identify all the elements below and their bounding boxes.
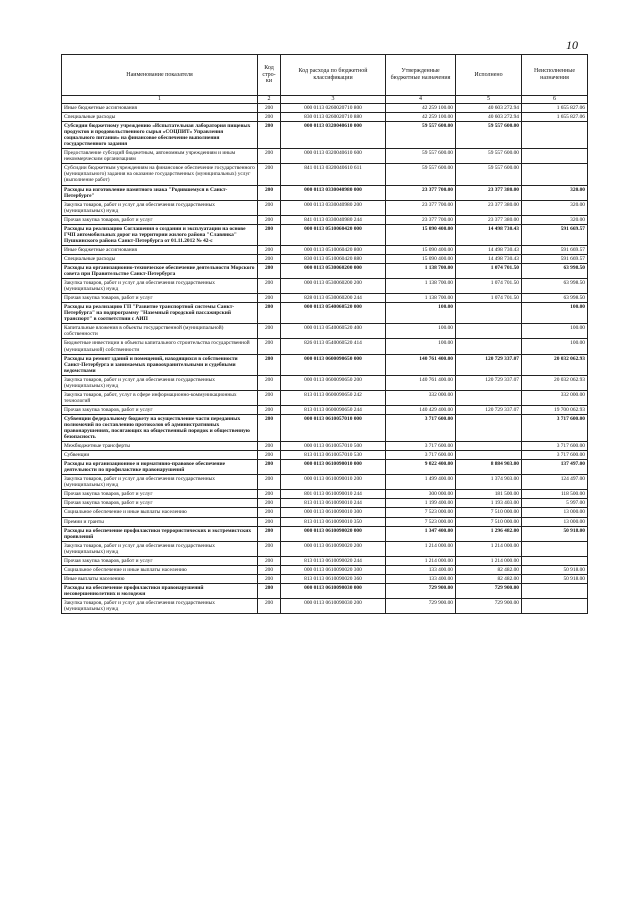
unexecuted-amount-cell: 1 655 827.06 [522,113,588,122]
approved-amount-cell: 100.00 [386,324,456,339]
executed-amount-cell: 181 500.00 [456,490,522,499]
indicator-name-cell: Субсидии бюджетным учреждениям на финансовое обеспечение государственного (муниципального) задания на оказание государственных (муниципальных) услуг (выполнение работ) [62,164,258,185]
approved-amount-cell: 1 138 700.00 [386,279,456,294]
budget-execution-table [61,54,588,614]
unexecuted-amount-cell: 118 500.00 [522,490,588,499]
budget-code-cell: 813 0113 0610090020 244 [281,556,386,565]
approved-amount-cell: 1 347 400.00 [386,526,456,541]
table-row [62,526,588,541]
approved-amount-cell: 42 259 100.00 [386,104,456,113]
table-row [62,574,588,583]
approved-amount-cell: 3 717 600.00 [386,414,456,441]
line-code-cell: 200 [258,224,281,245]
indicator-name-cell: Прочая закупка товаров, работ и услуг [62,405,258,414]
column-number: 2 [258,96,281,104]
indicator-name-cell: Закупка товаров, работ и услуг для обеспечения государственных (муниципальных) нужд [62,541,258,556]
executed-amount-cell [456,324,522,339]
executed-amount-cell [456,442,522,451]
line-code-cell: 200 [258,215,281,224]
unexecuted-amount-cell: 100.00 [522,339,588,354]
line-code-cell: 200 [258,263,281,278]
unexecuted-amount-cell: 50 918.00 [522,526,588,541]
line-code-cell: 200 [258,565,281,574]
budget-code-cell: 000 0113 0600090650 000 [281,354,386,375]
executed-amount-cell: 14 498 730.43 [456,245,522,254]
header-executed: Исполнено [456,55,522,96]
unexecuted-amount-cell: 320.00 [522,200,588,215]
executed-amount-cell: 1 214 000.00 [456,541,522,556]
budget-code-cell: 830 0113 0260020710 880 [281,113,386,122]
budget-code-cell: 000 0113 0610090030 000 [281,583,386,598]
unexecuted-amount-cell: 320.00 [522,185,588,200]
approved-amount-cell: 133 400.00 [386,565,456,574]
approved-amount-cell: 100.00 [386,303,456,324]
executed-amount-cell: 40 603 272.94 [456,104,522,113]
budget-code-cell: 841 0113 0330040980 244 [281,215,386,224]
budget-code-cell: 000 0113 0610090010 300 [281,508,386,517]
indicator-name-cell: Прочая закупка товаров, работ и услуг [62,499,258,508]
executed-amount-cell [456,390,522,405]
executed-amount-cell: 1 193 403.00 [456,499,522,508]
budget-code-cell: 000 0113 0610090020 200 [281,541,386,556]
budget-code-cell: 813 0113 0610057010 530 [281,451,386,460]
table-header-row [62,55,588,96]
executed-amount-cell: 23 377 380.00 [456,200,522,215]
executed-amount-cell: 23 377 380.00 [456,215,522,224]
budget-code-cell: 813 0113 0600090650 244 [281,405,386,414]
budget-code-cell: 813 0113 0610090010 350 [281,517,386,526]
budget-code-cell: 000 0113 0510060420 800 [281,245,386,254]
executed-amount-cell: 1 074 701.50 [456,263,522,278]
budget-code-cell: 000 0113 0610090010 200 [281,475,386,490]
line-code-cell: 200 [258,113,281,122]
budget-code-cell: 000 0113 0610090020 300 [281,565,386,574]
indicator-name-cell: Социальное обеспечение и иные выплаты населению [62,508,258,517]
column-number-row [62,96,588,104]
unexecuted-amount-cell [522,541,588,556]
budget-code-cell: 000 0113 0610057010 000 [281,414,386,441]
approved-amount-cell: 1 214 000.00 [386,556,456,565]
executed-amount-cell [456,339,522,354]
indicator-name-cell: Иные бюджетные ассигнования [62,104,258,113]
unexecuted-amount-cell [522,583,588,598]
line-code-cell: 200 [258,414,281,441]
approved-amount-cell: 729 900.00 [386,583,456,598]
indicator-name-cell: Закупка товаров, работ, услуг в сфере информационно-коммуникационных технологий [62,390,258,405]
executed-amount-cell: 1 074 701.50 [456,279,522,294]
table-row [62,303,588,324]
unexecuted-amount-cell: 50 918.00 [522,574,588,583]
table-row [62,164,588,185]
line-code-cell: 200 [258,294,281,303]
executed-amount-cell [456,414,522,441]
line-code-cell: 200 [258,375,281,390]
line-code-cell: 200 [258,390,281,405]
approved-amount-cell: 15 090 400.00 [386,254,456,263]
budget-code-cell: 000 0113 0260020710 800 [281,104,386,113]
executed-amount-cell: 82 482.00 [456,565,522,574]
approved-amount-cell: 59 557 600.00 [386,164,456,185]
table-row [62,122,588,149]
executed-amount-cell: 120 729 337.07 [456,354,522,375]
indicator-name-cell: Бюджетные инвестиции в объекты капитального строительства государственной (муниципальной) собственности [62,339,258,354]
unexecuted-amount-cell: 63 998.50 [522,294,588,303]
indicator-name-cell: Субвенции [62,451,258,460]
line-code-cell: 200 [258,460,281,475]
indicator-name-cell: Иные выплаты населению [62,574,258,583]
budget-code-cell: 000 0113 0320040610 600 [281,149,386,164]
table-row [62,414,588,441]
table-row [62,354,588,375]
indicator-name-cell: Расходы на ремонт зданий и помещений, находящихся в собственности Санкт-Петербурга и занимаемых правоохранительными и судебными ведомствами [62,354,258,375]
line-code-cell: 200 [258,541,281,556]
indicator-name-cell: Расходы на организационное и нормативно-правовое обеспечение деятельности по профилактике правонарушений [62,460,258,475]
table-row [62,565,588,574]
header-unexecuted: Неисполненные назначения [522,55,588,96]
table-row [62,113,588,122]
budget-code-cell: 000 0113 0540060520 400 [281,324,386,339]
indicator-name-cell: Расходы на реализацию ГП "Развитие транспортной системы Санкт-Петербурга" на подпрограмму "Наземный городской пассажирский транспорт" в соответствии с АИП [62,303,258,324]
unexecuted-amount-cell: 63 998.50 [522,263,588,278]
table-row [62,263,588,278]
unexecuted-amount-cell: 19 700 062.93 [522,405,588,414]
indicator-name-cell: Прочая закупка товаров, работ и услуг [62,294,258,303]
unexecuted-amount-cell: 5 997.00 [522,499,588,508]
unexecuted-amount-cell: 3 717 600.00 [522,414,588,441]
budget-code-cell: 813 0113 0610090020 360 [281,574,386,583]
column-number: 4 [386,96,456,104]
line-code-cell: 200 [258,599,281,614]
indicator-name-cell: Закупка товаров, работ и услуг для обеспечения государственных (муниципальных) нужд [62,475,258,490]
executed-amount-cell: 7 510 000.00 [456,517,522,526]
indicator-name-cell: Расходы на обеспечение профилактики правонарушений несовершеннолетних и молодежи [62,583,258,598]
budget-code-cell: 000 0113 0600090650 200 [281,375,386,390]
header-line-code: Код стро-ки [258,55,281,96]
table-row [62,556,588,565]
approved-amount-cell: 15 090 400.00 [386,224,456,245]
budget-code-cell: 000 0113 0610090030 200 [281,599,386,614]
approved-amount-cell: 15 090 400.00 [386,245,456,254]
indicator-name-cell: Специальные расходы [62,254,258,263]
approved-amount-cell: 59 557 600.00 [386,149,456,164]
table-row [62,508,588,517]
unexecuted-amount-cell: 13 000.00 [522,508,588,517]
unexecuted-amount-cell: 100.00 [522,303,588,324]
table-row [62,405,588,414]
approved-amount-cell: 9 022 400.00 [386,460,456,475]
unexecuted-amount-cell: 100.00 [522,324,588,339]
approved-amount-cell: 42 259 100.00 [386,113,456,122]
table-row [62,215,588,224]
unexecuted-amount-cell: 3 717 600.00 [522,451,588,460]
line-code-cell: 200 [258,279,281,294]
unexecuted-amount-cell: 63 998.50 [522,279,588,294]
unexecuted-amount-cell: 591 669.57 [522,245,588,254]
approved-amount-cell: 1 138 700.00 [386,294,456,303]
line-code-cell: 200 [258,451,281,460]
executed-amount-cell: 40 603 272.94 [456,113,522,122]
unexecuted-amount-cell: 20 032 062.93 [522,375,588,390]
indicator-name-cell: Расходы на обеспечение профилактики террористических и экстремистских проявлений [62,526,258,541]
indicator-name-cell: Капитальные вложения в объекты государственной (муниципальной) собственности [62,324,258,339]
executed-amount-cell: 23 377 380.00 [456,185,522,200]
approved-amount-cell: 3 717 600.00 [386,442,456,451]
table-row [62,442,588,451]
indicator-name-cell: Закупка товаров, работ и услуг для обеспечения государственных (муниципальных) нужд [62,200,258,215]
unexecuted-amount-cell [522,122,588,149]
line-code-cell: 200 [258,490,281,499]
indicator-name-cell: Закупка товаров, работ и услуг для обеспечения государственных (муниципальных) нужд [62,375,258,390]
approved-amount-cell: 1 138 700.00 [386,263,456,278]
approved-amount-cell: 7 523 000.00 [386,508,456,517]
executed-amount-cell: 8 884 903.00 [456,460,522,475]
indicator-name-cell: Межбюджетные трансферты [62,442,258,451]
unexecuted-amount-cell: 137 497.00 [522,460,588,475]
line-code-cell: 200 [258,122,281,149]
table-row [62,583,588,598]
executed-amount-cell: 729 900.00 [456,599,522,614]
table-row [62,104,588,113]
executed-amount-cell: 1 374 903.00 [456,475,522,490]
line-code-cell: 200 [258,517,281,526]
unexecuted-amount-cell [522,149,588,164]
executed-amount-cell: 59 557 600.00 [456,122,522,149]
indicator-name-cell: Расходы на организационно-техническое обеспечение деятельности Морского совета при Правительстве Санкт-Петербурга [62,263,258,278]
indicator-name-cell: Иные бюджетные ассигнования [62,245,258,254]
approved-amount-cell: 140 761 400.00 [386,354,456,375]
table-row [62,375,588,390]
budget-code-cell: 000 0113 0530060200 200 [281,279,386,294]
approved-amount-cell: 23 377 700.00 [386,200,456,215]
table-row [62,390,588,405]
unexecuted-amount-cell: 332 000.00 [522,390,588,405]
indicator-name-cell: Прочая закупка товаров, работ и услуг [62,490,258,499]
unexecuted-amount-cell [522,556,588,565]
approved-amount-cell: 729 900.00 [386,599,456,614]
line-code-cell: 200 [258,303,281,324]
line-code-cell: 200 [258,245,281,254]
approved-amount-cell: 140 429 400.00 [386,405,456,414]
column-number: 5 [456,96,522,104]
table-body [62,104,588,614]
line-code-cell: 200 [258,442,281,451]
unexecuted-amount-cell: 1 655 827.06 [522,104,588,113]
unexecuted-amount-cell: 20 032 062.93 [522,354,588,375]
unexecuted-amount-cell [522,599,588,614]
approved-amount-cell: 7 523 000.00 [386,517,456,526]
unexecuted-amount-cell: 320.00 [522,215,588,224]
executed-amount-cell: 59 557 600.00 [456,149,522,164]
table-row [62,149,588,164]
budget-code-cell: 813 0113 0610090010 244 [281,499,386,508]
indicator-name-cell: Субсидии бюджетному учреждению «Испытательная лаборатория пищевых продуктов и продовольственного сырья «СОЦПИТ» Управления социального питания» на финансовое обеспечение выполнения государственного задания [62,122,258,149]
budget-code-cell: 813 0113 0600090650 242 [281,390,386,405]
executed-amount-cell: 7 510 000.00 [456,508,522,517]
table-row [62,279,588,294]
unexecuted-amount-cell: 591 669.57 [522,254,588,263]
approved-amount-cell: 3 717 600.00 [386,451,456,460]
line-code-cell: 200 [258,324,281,339]
indicator-name-cell: Предоставление субсидий бюджетным, автономным учреждениям и иным некоммерческим организациям [62,149,258,164]
indicator-name-cell: Прочая закупка товаров, работ и услуг [62,215,258,224]
unexecuted-amount-cell: 124 497.00 [522,475,588,490]
line-code-cell: 200 [258,149,281,164]
table-row [62,499,588,508]
table-row [62,294,588,303]
budget-code-cell: 828 0113 0530060200 244 [281,294,386,303]
approved-amount-cell: 59 557 600.00 [386,122,456,149]
table-row [62,541,588,556]
header-budget-code: Код расхода по бюджетной классификации [281,55,386,96]
line-code-cell: 200 [258,200,281,215]
line-code-cell: 200 [258,499,281,508]
approved-amount-cell: 300 000.00 [386,490,456,499]
approved-amount-cell: 332 000.00 [386,390,456,405]
approved-amount-cell: 1 499 400.00 [386,475,456,490]
line-code-cell: 200 [258,475,281,490]
budget-code-cell: 841 0113 0320040610 611 [281,164,386,185]
table-row [62,185,588,200]
budget-code-cell: 000 0113 0530060200 000 [281,263,386,278]
unexecuted-amount-cell: 50 918.00 [522,565,588,574]
table-row [62,490,588,499]
line-code-cell: 200 [258,354,281,375]
executed-amount-cell: 14 498 730.43 [456,224,522,245]
executed-amount-cell: 1 074 701.50 [456,294,522,303]
line-code-cell: 200 [258,556,281,565]
budget-code-cell: 000 0113 0610090020 000 [281,526,386,541]
line-code-cell: 200 [258,339,281,354]
header-approved: Утвержденные бюджетные назначения [386,55,456,96]
indicator-name-cell: Расходы на реализацию Соглашения о создании и эксплуатации на основе ГЧП автомобильных дорог на территории жилого района "Славянка" Пушкинского района Санкт-Петербурга от 01.11.2012 № 42-с [62,224,258,245]
budget-code-cell: 000 0113 0540060520 000 [281,303,386,324]
table-row [62,324,588,339]
page-number: 10 [566,38,578,52]
indicator-name-cell: Социальное обеспечение и иные выплаты населению [62,565,258,574]
line-code-cell: 200 [258,164,281,185]
budget-code-cell: 826 0113 0540060520 414 [281,339,386,354]
line-code-cell: 200 [258,185,281,200]
table-row [62,339,588,354]
table-row [62,475,588,490]
table-row [62,451,588,460]
unexecuted-amount-cell [522,164,588,185]
table-row [62,599,588,614]
executed-amount-cell: 14 498 730.43 [456,254,522,263]
executed-amount-cell [456,303,522,324]
header-indicator-name: Наименование показателя [62,55,258,96]
executed-amount-cell: 729 900.00 [456,583,522,598]
approved-amount-cell: 133 400.00 [386,574,456,583]
budget-code-cell: 000 0113 0330040980 200 [281,200,386,215]
unexecuted-amount-cell: 13 000.00 [522,517,588,526]
line-code-cell: 200 [258,526,281,541]
line-code-cell: 200 [258,104,281,113]
indicator-name-cell: Прочая закупка товаров, работ и услуг [62,556,258,565]
executed-amount-cell: 120 729 337.07 [456,375,522,390]
table-row [62,254,588,263]
indicator-name-cell: Премии и гранты [62,517,258,526]
executed-amount-cell: 59 557 600.00 [456,164,522,185]
budget-code-cell: 830 0113 0510060420 880 [281,254,386,263]
approved-amount-cell: 23 377 700.00 [386,215,456,224]
budget-code-cell: 000 0113 0610090010 000 [281,460,386,475]
approved-amount-cell: 140 761 400.00 [386,375,456,390]
budget-code-cell: 801 0113 0610090010 244 [281,490,386,499]
approved-amount-cell: 1 214 000.00 [386,541,456,556]
table-row [62,245,588,254]
line-code-cell: 200 [258,508,281,517]
line-code-cell: 200 [258,254,281,263]
approved-amount-cell: 23 377 700.00 [386,185,456,200]
executed-amount-cell: 1 296 482.00 [456,526,522,541]
line-code-cell: 200 [258,405,281,414]
column-number: 1 [62,96,258,104]
approved-amount-cell: 100.00 [386,339,456,354]
unexecuted-amount-cell: 591 669.57 [522,224,588,245]
approved-amount-cell: 1 199 400.00 [386,499,456,508]
table-row [62,224,588,245]
budget-code-cell: 000 0113 0510060420 000 [281,224,386,245]
unexecuted-amount-cell: 3 717 600.00 [522,442,588,451]
table-row [62,517,588,526]
indicator-name-cell: Субвенции федеральному бюджету на осуществление части переданных полномочий по составлению протоколов об административных правонарушениях, посягающих на общественный порядок и общественную безопасность [62,414,258,441]
executed-amount-cell: 120 729 337.07 [456,405,522,414]
budget-code-cell: 000 0113 0610057010 500 [281,442,386,451]
executed-amount-cell: 1 214 000.00 [456,556,522,565]
indicator-name-cell: Расходы на изготовление памятного знака "Родившемуся в Санкт-Петербурге" [62,185,258,200]
indicator-name-cell: Закупка товаров, работ и услуг для обеспечения государственных (муниципальных) нужд [62,599,258,614]
line-code-cell: 200 [258,574,281,583]
table-row [62,460,588,475]
budget-code-cell: 000 0113 0330040980 000 [281,185,386,200]
table-row [62,200,588,215]
executed-amount-cell [456,451,522,460]
column-number: 6 [522,96,588,104]
executed-amount-cell: 82 482.00 [456,574,522,583]
indicator-name-cell: Специальные расходы [62,113,258,122]
indicator-name-cell: Закупка товаров, работ и услуг для обеспечения государственных (муниципальных) нужд [62,279,258,294]
budget-code-cell: 000 0113 0320040610 000 [281,122,386,149]
column-number: 3 [281,96,386,104]
line-code-cell: 200 [258,583,281,598]
